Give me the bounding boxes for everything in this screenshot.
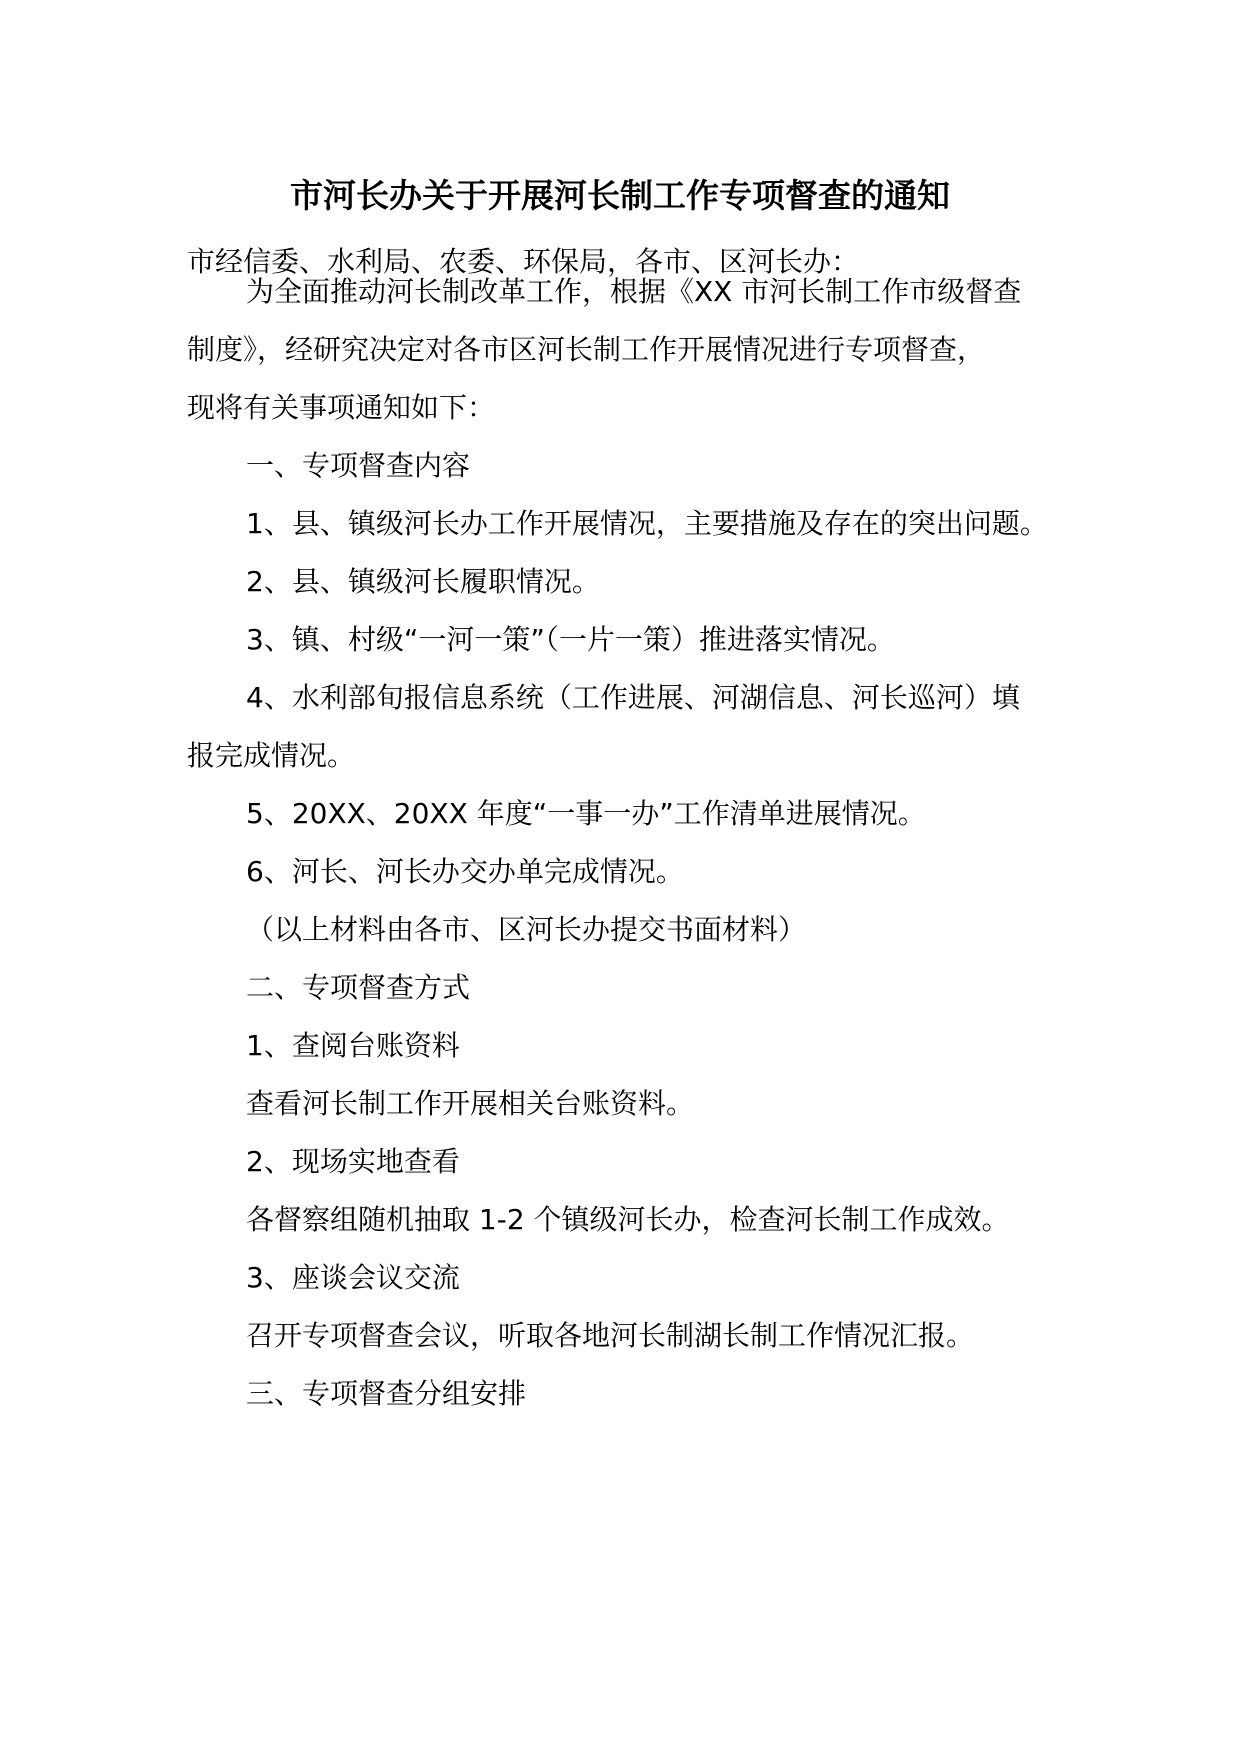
method-1-title: 1、查阅台账资料 xyxy=(246,1029,460,1062)
recipients: 市经信委、水利局、农委、环保局，各市、区河长办： xyxy=(187,245,860,278)
intro-line-1: 为全面推动河长制改革工作，根据《XX 市河长制工作市级督查 xyxy=(246,275,1022,308)
section-1-item-1: 1、县、镇级河长办工作开展情况，主要措施及存在的突出问题。 xyxy=(246,507,1048,540)
section-1-item-4-line-2: 报完成情况。 xyxy=(187,739,356,772)
intro-line-2: 制度》，经研究决定对各市区河长制工作开展情况进行专项督查， xyxy=(187,333,986,366)
method-1-text: 查看河长制工作开展相关台账资料。 xyxy=(246,1087,695,1120)
section-1-item-4-line-1: 4、水利部旬报信息系统（工作进展、河湖信息、河长巡河）填 xyxy=(246,681,1020,714)
section-2-heading: 二、专项督查方式 xyxy=(246,971,471,1004)
section-3-heading: 三、专项督查分组安排 xyxy=(246,1377,527,1410)
section-1-item-2: 2、县、镇级河长履职情况。 xyxy=(246,565,600,598)
method-3-title: 3、座谈会议交流 xyxy=(246,1261,460,1294)
method-3-text: 召开专项督查会议，听取各地河长制湖长制工作情况汇报。 xyxy=(246,1319,975,1352)
section-1-note: （以上材料由各市、区河长办提交书面材料） xyxy=(246,913,807,946)
method-2-text: 各督察组随机抽取 1-2 个镇级河长办，检查河长制工作成效。 xyxy=(246,1203,1010,1236)
section-1-item-3: 3、镇、村级“一河一策”（一片一策）推进落实情况。 xyxy=(246,623,895,656)
section-1-heading: 一、专项督查内容 xyxy=(246,449,471,482)
section-1-item-6: 6、河长、河长办交办单完成情况。 xyxy=(246,855,684,888)
section-1-item-5: 5、20XX、20XX 年度“一事一办”工作清单进展情况。 xyxy=(246,797,926,830)
method-2-title: 2、现场实地查看 xyxy=(246,1145,460,1178)
document-title: 市河长办关于开展河长制工作专项督查的通知 xyxy=(290,176,950,215)
intro-line-3: 现将有关事项通知如下： xyxy=(187,391,496,424)
